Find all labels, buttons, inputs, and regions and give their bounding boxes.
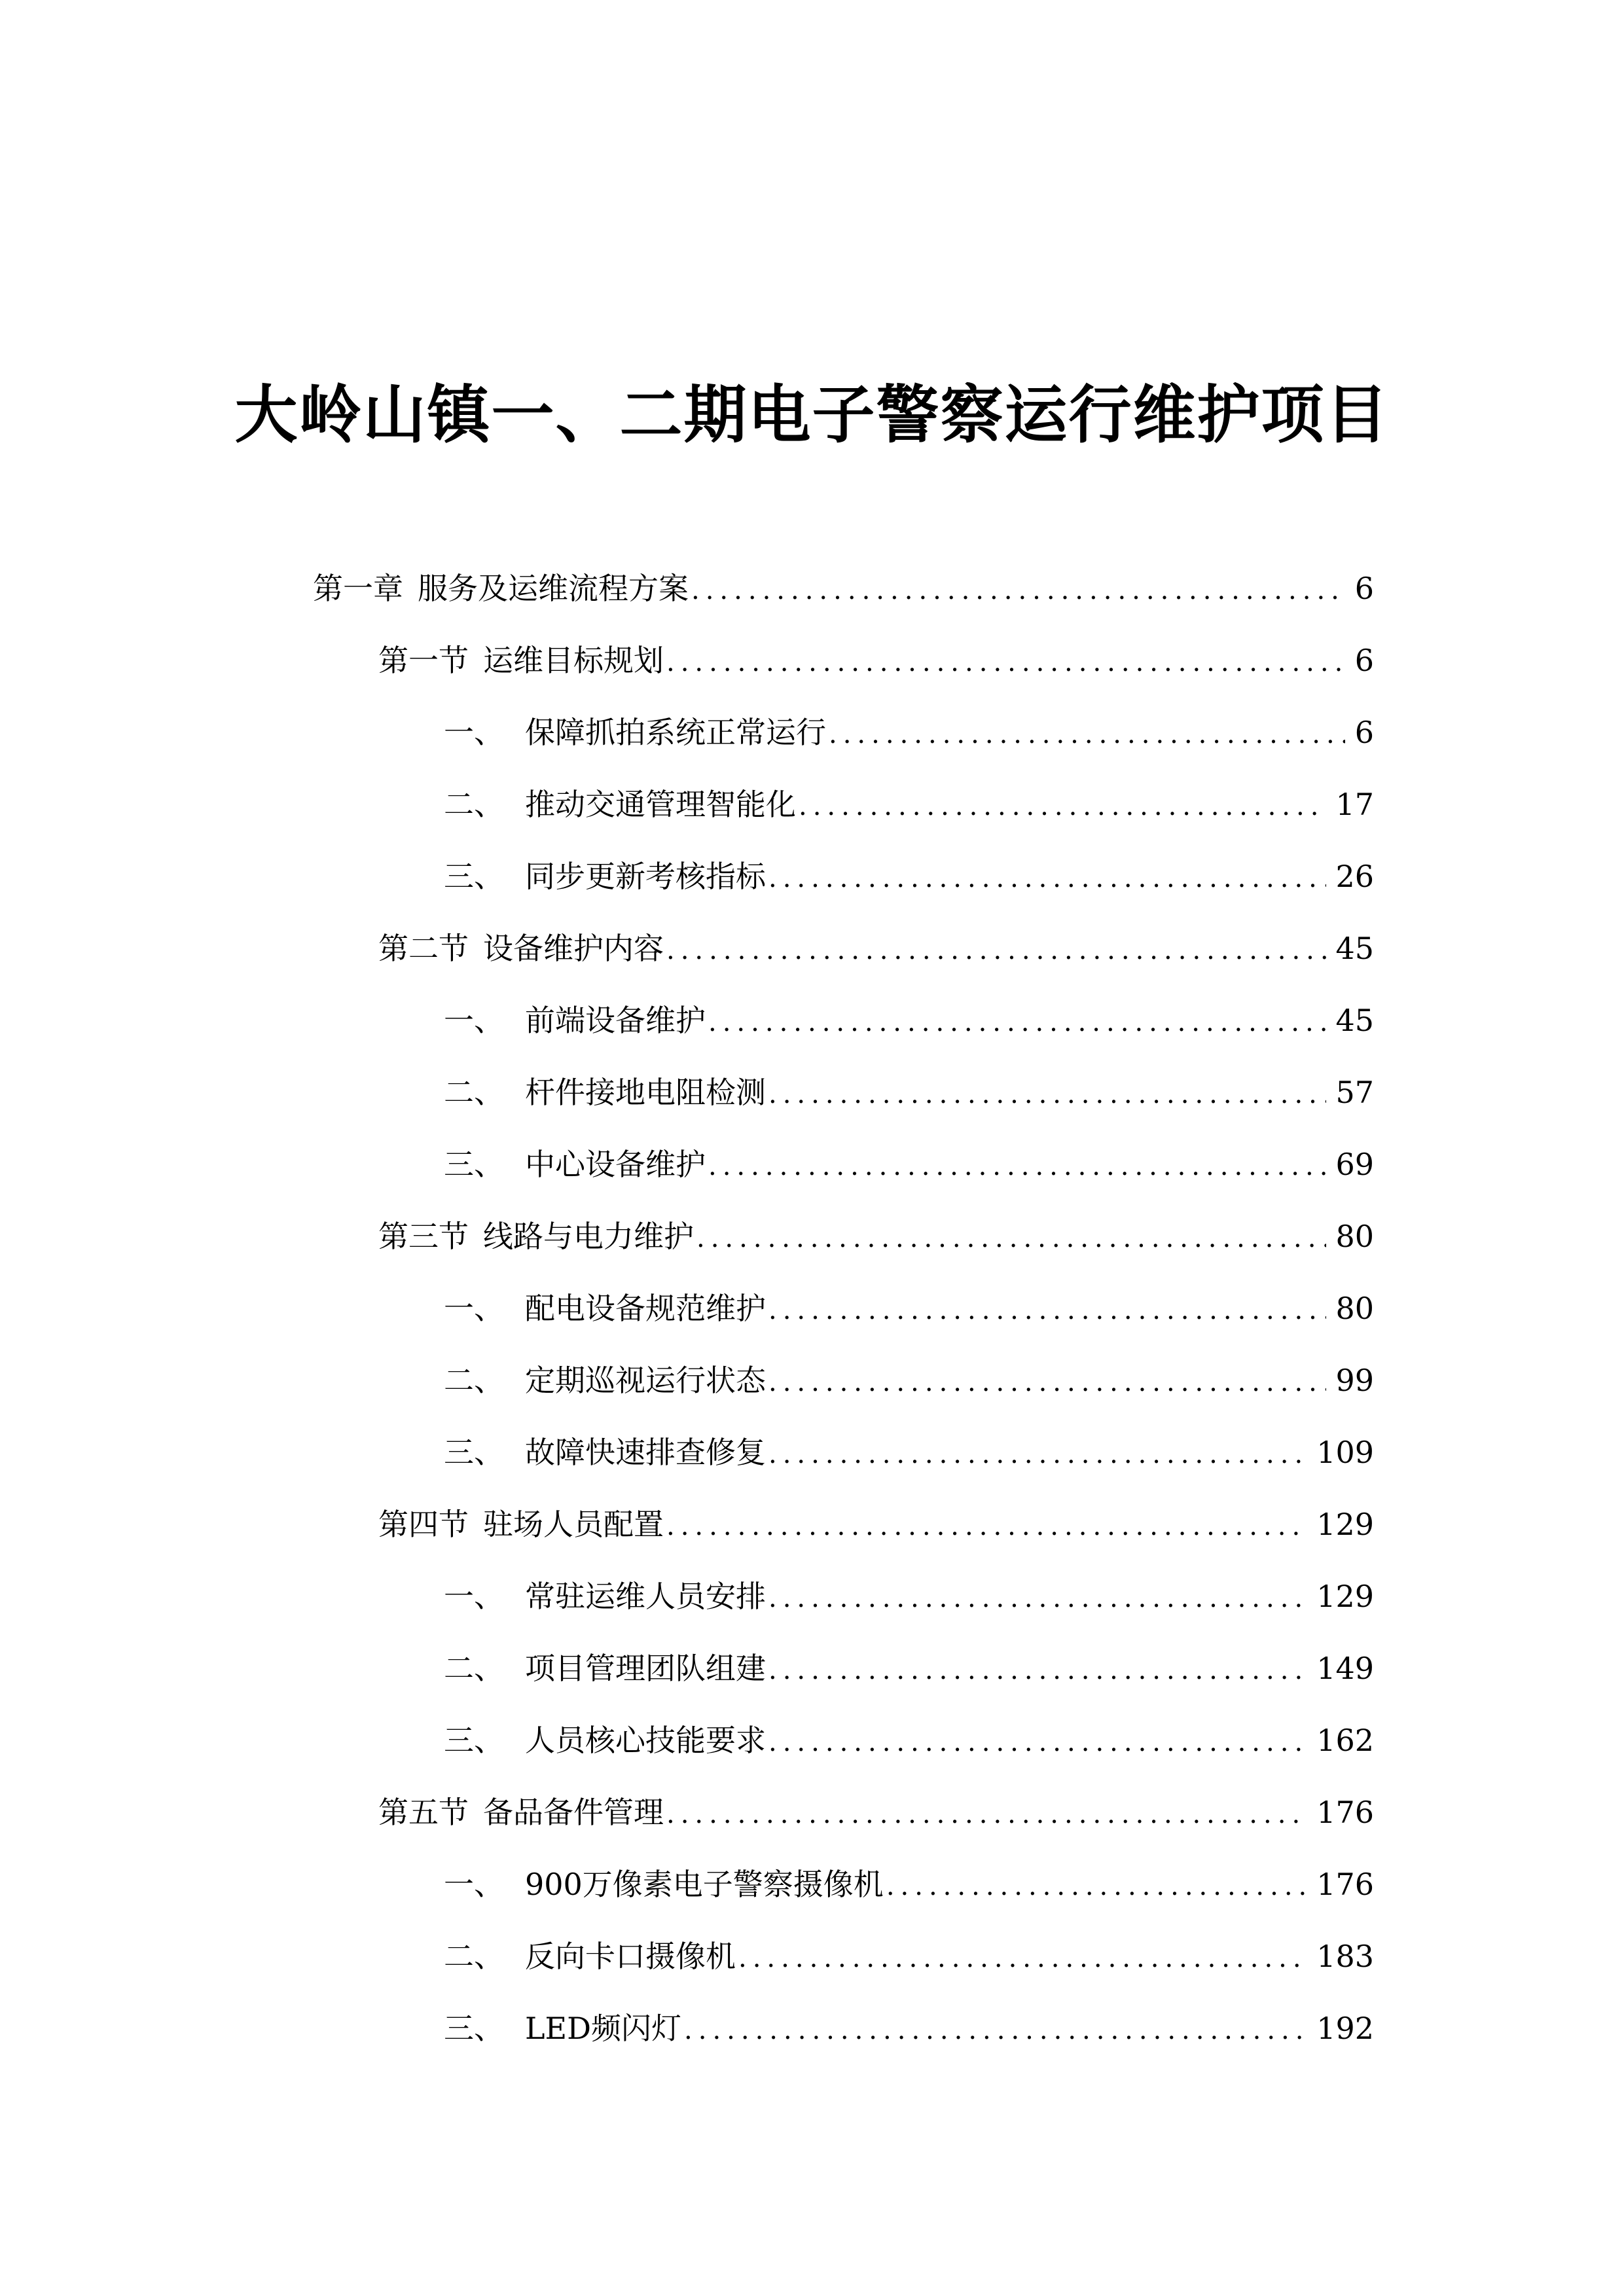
dot-leader xyxy=(666,1503,1307,1549)
toc-item[interactable] xyxy=(444,1357,1374,1403)
toc-entry-title: 驻场人员配置 xyxy=(483,1507,664,1542)
toc-entry-number: 第五节 xyxy=(378,1795,469,1830)
toc-entry-title: 运维目标规划 xyxy=(483,643,664,678)
toc-item[interactable] xyxy=(444,1717,1374,1763)
toc-entry-number: 一、 xyxy=(444,1867,504,1902)
toc-page-number: 99 xyxy=(1335,1363,1374,1398)
toc-entry-number: 第四节 xyxy=(378,1507,469,1542)
toc-item[interactable] xyxy=(444,2005,1374,2051)
dot-leader xyxy=(768,1071,1326,1117)
toc-entry-number: 三、 xyxy=(444,859,504,894)
toc-entry-number: 二、 xyxy=(444,1939,504,1974)
toc-entry-number: 三、 xyxy=(444,2011,504,2046)
toc-entry-title: 服务及运维流程方案 xyxy=(418,571,689,606)
dot-leader xyxy=(768,1647,1307,1693)
toc-page-number: 57 xyxy=(1335,1075,1374,1110)
toc-item[interactable] xyxy=(444,1429,1374,1475)
toc-entry-title: 设备维护内容 xyxy=(483,931,664,966)
toc-page-number: 129 xyxy=(1316,1507,1374,1542)
toc-page-number: 80 xyxy=(1335,1219,1374,1254)
toc-page-number: 109 xyxy=(1316,1435,1374,1470)
toc-section-5[interactable] xyxy=(378,1789,1374,1835)
toc-page-number: 69 xyxy=(1335,1147,1374,1182)
toc-entry-number: 一、 xyxy=(444,1291,504,1326)
toc-entry-number: 一、 xyxy=(444,1003,504,1038)
toc-item[interactable] xyxy=(444,709,1374,755)
toc-item[interactable] xyxy=(444,1645,1374,1691)
toc-page-number: 192 xyxy=(1316,2011,1374,2046)
toc-item[interactable] xyxy=(444,997,1374,1043)
toc-page-number: 6 xyxy=(1354,643,1374,678)
toc-entry-number: 第一章 xyxy=(313,571,403,606)
dot-leader xyxy=(829,711,1345,757)
toc-item[interactable] xyxy=(444,1573,1374,1619)
dot-leader xyxy=(768,1359,1326,1405)
toc-entry-title: 常驻运维人员安排 xyxy=(525,1579,766,1614)
toc-item[interactable] xyxy=(444,1285,1374,1331)
toc-entry-number: 一、 xyxy=(444,1579,504,1614)
toc-item[interactable] xyxy=(444,1933,1374,1979)
toc-entry-number: 二、 xyxy=(444,787,504,822)
toc-entry-title: 人员核心技能要求 xyxy=(525,1723,766,1758)
toc-entry-number: 三、 xyxy=(444,1147,504,1182)
toc-item[interactable] xyxy=(444,1069,1374,1115)
toc-entry-number: 二、 xyxy=(444,1651,504,1686)
toc-page-number: 80 xyxy=(1335,1291,1374,1326)
toc-entry-number: 三、 xyxy=(444,1723,504,1758)
toc-page-number: 45 xyxy=(1335,931,1374,966)
toc-entry-title: 定期巡视运行状态 xyxy=(525,1363,766,1398)
toc-entry-title: LED频闪灯 xyxy=(525,2011,682,2046)
dot-leader xyxy=(666,639,1345,685)
toc-entry-title: 备品备件管理 xyxy=(483,1795,664,1830)
toc-entry-number: 第二节 xyxy=(378,931,469,966)
toc-item[interactable] xyxy=(444,853,1374,899)
toc-page-number: 183 xyxy=(1316,1939,1374,1974)
toc-entry-title: 保障抓拍系统正常运行 xyxy=(525,715,826,750)
dot-leader xyxy=(666,927,1326,973)
dot-leader xyxy=(708,1143,1326,1189)
dot-leader xyxy=(708,999,1326,1045)
toc-entry-number: 一、 xyxy=(444,715,504,750)
toc-entry-number: 二、 xyxy=(444,1075,504,1110)
dot-leader xyxy=(666,1791,1307,1837)
toc-page-number: 129 xyxy=(1316,1579,1374,1614)
toc-entry-title: 项目管理团队组建 xyxy=(525,1651,766,1686)
toc-page-number: 176 xyxy=(1316,1867,1374,1902)
toc-page-number: 6 xyxy=(1354,571,1374,606)
toc-section-1[interactable] xyxy=(378,637,1374,683)
toc-entry-title: 中心设备维护 xyxy=(525,1147,706,1182)
document-title: 大岭山镇一、二期电子警察运行维护项目 xyxy=(234,378,1390,452)
toc-section-2[interactable] xyxy=(378,925,1374,971)
toc-page-number: 162 xyxy=(1316,1723,1374,1758)
toc-entry-title: 故障快速排查修复 xyxy=(525,1435,766,1470)
toc-entry-number: 三、 xyxy=(444,1435,504,1470)
dot-leader xyxy=(768,855,1326,901)
toc-entry-title: 900万像素电子警察摄像机 xyxy=(525,1867,884,1902)
toc-entry-number: 第三节 xyxy=(378,1219,469,1254)
dot-leader xyxy=(684,2007,1307,2053)
toc-entry-number: 第一节 xyxy=(378,643,469,678)
toc-page-number: 17 xyxy=(1335,787,1374,822)
toc-page-number: 26 xyxy=(1335,859,1374,894)
toc-chapter-1[interactable] xyxy=(313,565,1374,611)
toc-page-number: 6 xyxy=(1354,715,1374,750)
toc-entry-title: 反向卡口摄像机 xyxy=(525,1939,736,1974)
toc-section-4[interactable] xyxy=(378,1501,1374,1547)
toc-entry-title: 同步更新考核指标 xyxy=(525,859,766,894)
toc-section-3[interactable] xyxy=(378,1213,1374,1259)
dot-leader xyxy=(696,1215,1326,1261)
dot-leader xyxy=(799,783,1326,829)
toc-entry-title: 配电设备规范维护 xyxy=(525,1291,766,1326)
toc-item[interactable] xyxy=(444,781,1374,827)
toc-item[interactable] xyxy=(444,1141,1374,1187)
dot-leader xyxy=(886,1863,1307,1909)
dot-leader xyxy=(691,567,1345,613)
toc-page-number: 176 xyxy=(1316,1795,1374,1830)
dot-leader xyxy=(768,1431,1307,1477)
toc-entry-title: 线路与电力维护 xyxy=(483,1219,694,1254)
toc-page-number: 149 xyxy=(1316,1651,1374,1686)
toc-entry-number: 二、 xyxy=(444,1363,504,1398)
dot-leader xyxy=(768,1719,1307,1765)
toc-entry-title: 前端设备维护 xyxy=(525,1003,706,1038)
toc-entry-title: 推动交通管理智能化 xyxy=(525,787,796,822)
toc-page-number: 45 xyxy=(1335,1003,1374,1038)
dot-leader xyxy=(738,1935,1307,1981)
dot-leader xyxy=(768,1287,1326,1333)
toc-item[interactable] xyxy=(444,1861,1374,1907)
dot-leader xyxy=(768,1575,1307,1621)
toc-entry-title: 杆件接地电阻检测 xyxy=(525,1075,766,1110)
